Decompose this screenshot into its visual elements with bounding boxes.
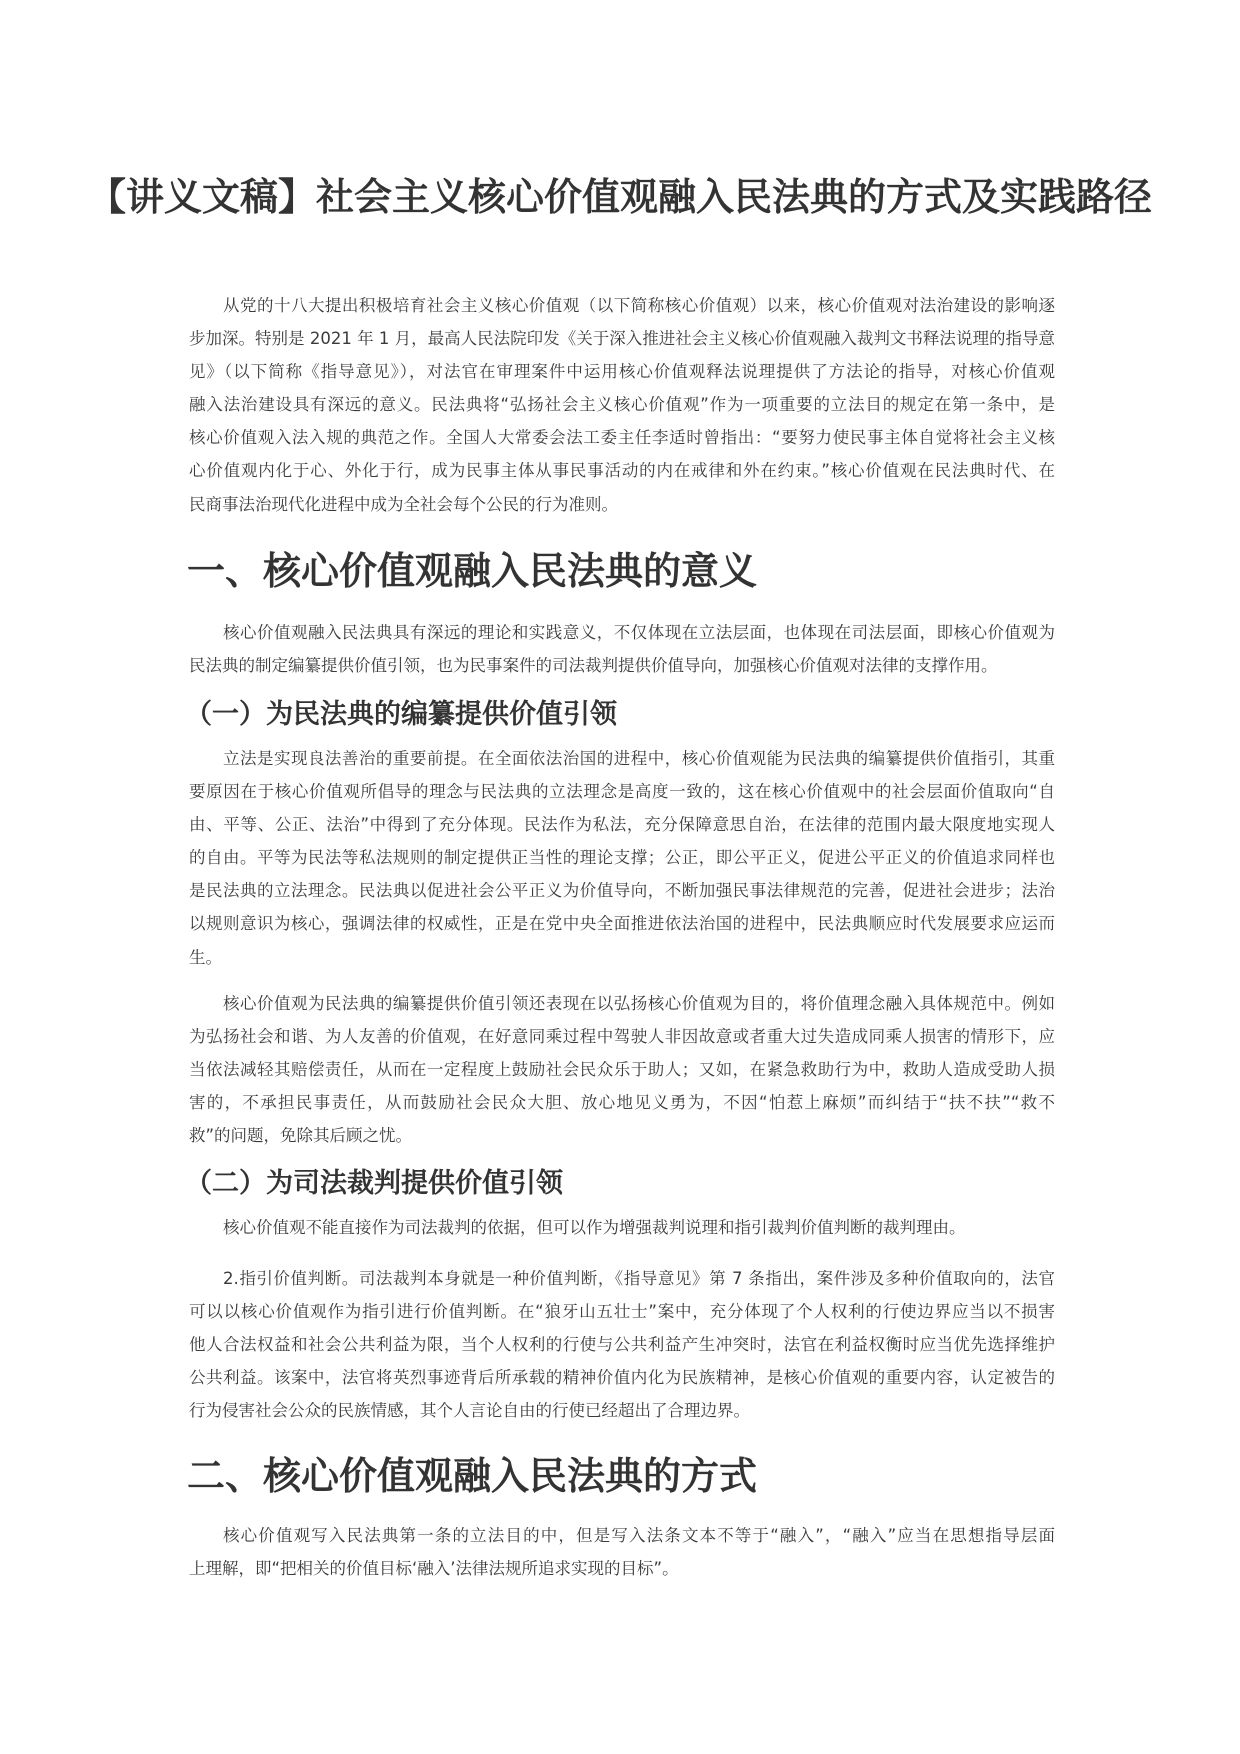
paragraph-line: 公共利益。该案中，法官将英烈事迹背后所承载的精神价值内化为民族精神，是核心价值观的重要内容，认定被告的: [189, 1368, 1055, 1388]
paragraph-line: 见》（以下简称《指导意见》），对法官在审理案件中运用核心价值观释法说理提供了方法论的指导，对核心价值观: [189, 362, 1055, 382]
paragraph-line: 是民法典的立法理念。民法典以促进社会公平正义为价值导向，不断加强民事法律规范的完善，促进社会进步；法治: [189, 881, 1055, 901]
paragraph-line: 的自由。平等为民法等私法规则的制定提供正当性的理论支撑；公正，即公平正义，促进公平正义的价值追求同样也: [189, 848, 1055, 868]
paragraph-line: 立法是实现良法善治的重要前提。在全面依法治国的进程中，核心价值观能为民法典的编纂提供价值指引，其重: [223, 749, 1055, 768]
paragraph-line: 步加深。特别是 2021 年 1 月，最高人民法院印发《关于深入推进社会主义核心价值观融入裁判文书释法说理的指导意: [189, 329, 1055, 349]
paragraph-line: 以规则意识为核心，强调法律的权威性，正是在党中央全面推进依法治国的进程中，民法典顺应时代发展要求应运而: [189, 914, 1055, 934]
document-title: 【讲义文稿】社会主义核心价值观融入民法典的方式及实践路径: [87, 175, 1152, 219]
subsection-1-2-paragraph-a: [189, 1211, 1055, 1244]
paragraph-line: 心价值观内化于心、外化于行，成为民事主体从事民事活动的内在戒律和外在约束。”核心价值观在民法典时代、在: [189, 461, 1055, 481]
paragraph-line: 上理解，即“把相关的价值目标‘融入’法律法规所追求实现的目标”。: [189, 1559, 679, 1579]
paragraph-line: 害的，不承担民事责任，从而鼓励社会民众大胆、放心地见义勇为，不因“怕惹上麻烦”而纠结于“扶不扶”“救不: [189, 1093, 1055, 1113]
paragraph-line: 民法典的制定编纂提供价值引领，也为民事案件的司法裁判提供价值导向，加强核心价值观对法律的支撑作用。: [189, 656, 998, 676]
paragraph-line: 为弘扬社会和谐、为人友善的价值观，在好意同乘过程中驾驶人非因故意或者重大过失造成同乘人损害的情形下，应: [189, 1027, 1055, 1047]
paragraph-line: 核心价值观写入民法典第一条的立法目的中，但是写入法条文本不等于“融入”，“融入”应当在思想指导层面: [223, 1526, 1055, 1545]
section-heading-1: 一、核心价值观融入民法典的意义: [187, 549, 758, 593]
subsection-1-1-paragraph-b: [189, 987, 1055, 1152]
paragraph-line: 要原因在于核心价值观所倡导的理念与民法典的立法理念是高度一致的，这在核心价值观中的社会层面价值取向“自: [189, 782, 1055, 802]
intro-paragraph: [189, 289, 1055, 521]
paragraph-line: 核心价值观入法入规的典范之作。全国人大常委会法工委主任李适时曾指出：“要努力使民事主体自觉将社会主义核: [189, 428, 1055, 448]
paragraph-line: 当依法减轻其赔偿责任，从而在一定程度上鼓励社会民众乐于助人；又如，在紧急救助行为中，救助人造成受助人损: [189, 1060, 1055, 1080]
paragraph-line: 救”的问题，免除其后顾之忧。: [189, 1126, 413, 1146]
paragraph-line: 民商事法治现代化进程中成为全社会每个公民的行为准则。: [189, 494, 618, 514]
paragraph-line: 从党的十八大提出积极培育社会主义核心价值观（以下简称核心价值观）以来，核心价值观对法治建设的影响逐: [223, 296, 1055, 315]
subsection-1-2-paragraph-b: [189, 1262, 1055, 1427]
paragraph-line: 2.指引价值判断。司法裁判本身就是一种价值判断，《指导意见》第 7 条指出，案件涉及多种价值取向的，法官: [223, 1269, 1055, 1288]
subsection-heading-1-1: （一）为民法典的编纂提供价值引领: [185, 699, 617, 730]
paragraph-line: 核心价值观融入民法典具有深远的理论和实践意义，不仅体现在立法层面，也体现在司法层面，即核心价值观为: [223, 623, 1055, 642]
paragraph-line: 生。: [189, 947, 222, 967]
paragraph-line: 融入法治建设具有深远的意义。民法典将“弘扬社会主义核心价值观”作为一项重要的立法目的规定在第一条中，是: [189, 395, 1055, 415]
paragraph-line: 由、平等、公正、法治”中得到了充分体现。民法作为私法，充分保障意思自治，在法律的范围内最大限度地实现人: [189, 815, 1055, 835]
section-2-paragraph: [189, 1519, 1055, 1585]
paragraph-line: 行为侵害社会公众的民族情感，其个人言论自由的行使已经超出了合理边界。: [189, 1401, 750, 1421]
paragraph-line: 核心价值观为民法典的编纂提供价值引领还表现在以弘扬核心价值观为目的，将价值理念融入具体规范中。例如: [223, 994, 1055, 1013]
paragraph-line: 可以以核心价值观作为指引进行价值判断。在“狼牙山五壮士”案中，充分体现了个人权利的行使边界应当以不损害: [189, 1302, 1055, 1322]
section-heading-2: 二、核心价值观融入民法典的方式: [187, 1454, 758, 1498]
section-1-paragraph: [189, 616, 1055, 682]
subsection-heading-1-2: （二）为司法裁判提供价值引领: [185, 1168, 563, 1199]
paragraph-line: 他人合法权益和社会公共利益为限，当个人权利的行使与公共利益产生冲突时，法官在利益权衡时应当优先选择维护: [189, 1335, 1055, 1355]
paragraph-line: 核心价值观不能直接作为司法裁判的依据，但可以作为增强裁判说理和指引裁判价值判断的裁判理由。: [223, 1218, 966, 1237]
subsection-1-1-paragraph-a: [189, 742, 1055, 974]
